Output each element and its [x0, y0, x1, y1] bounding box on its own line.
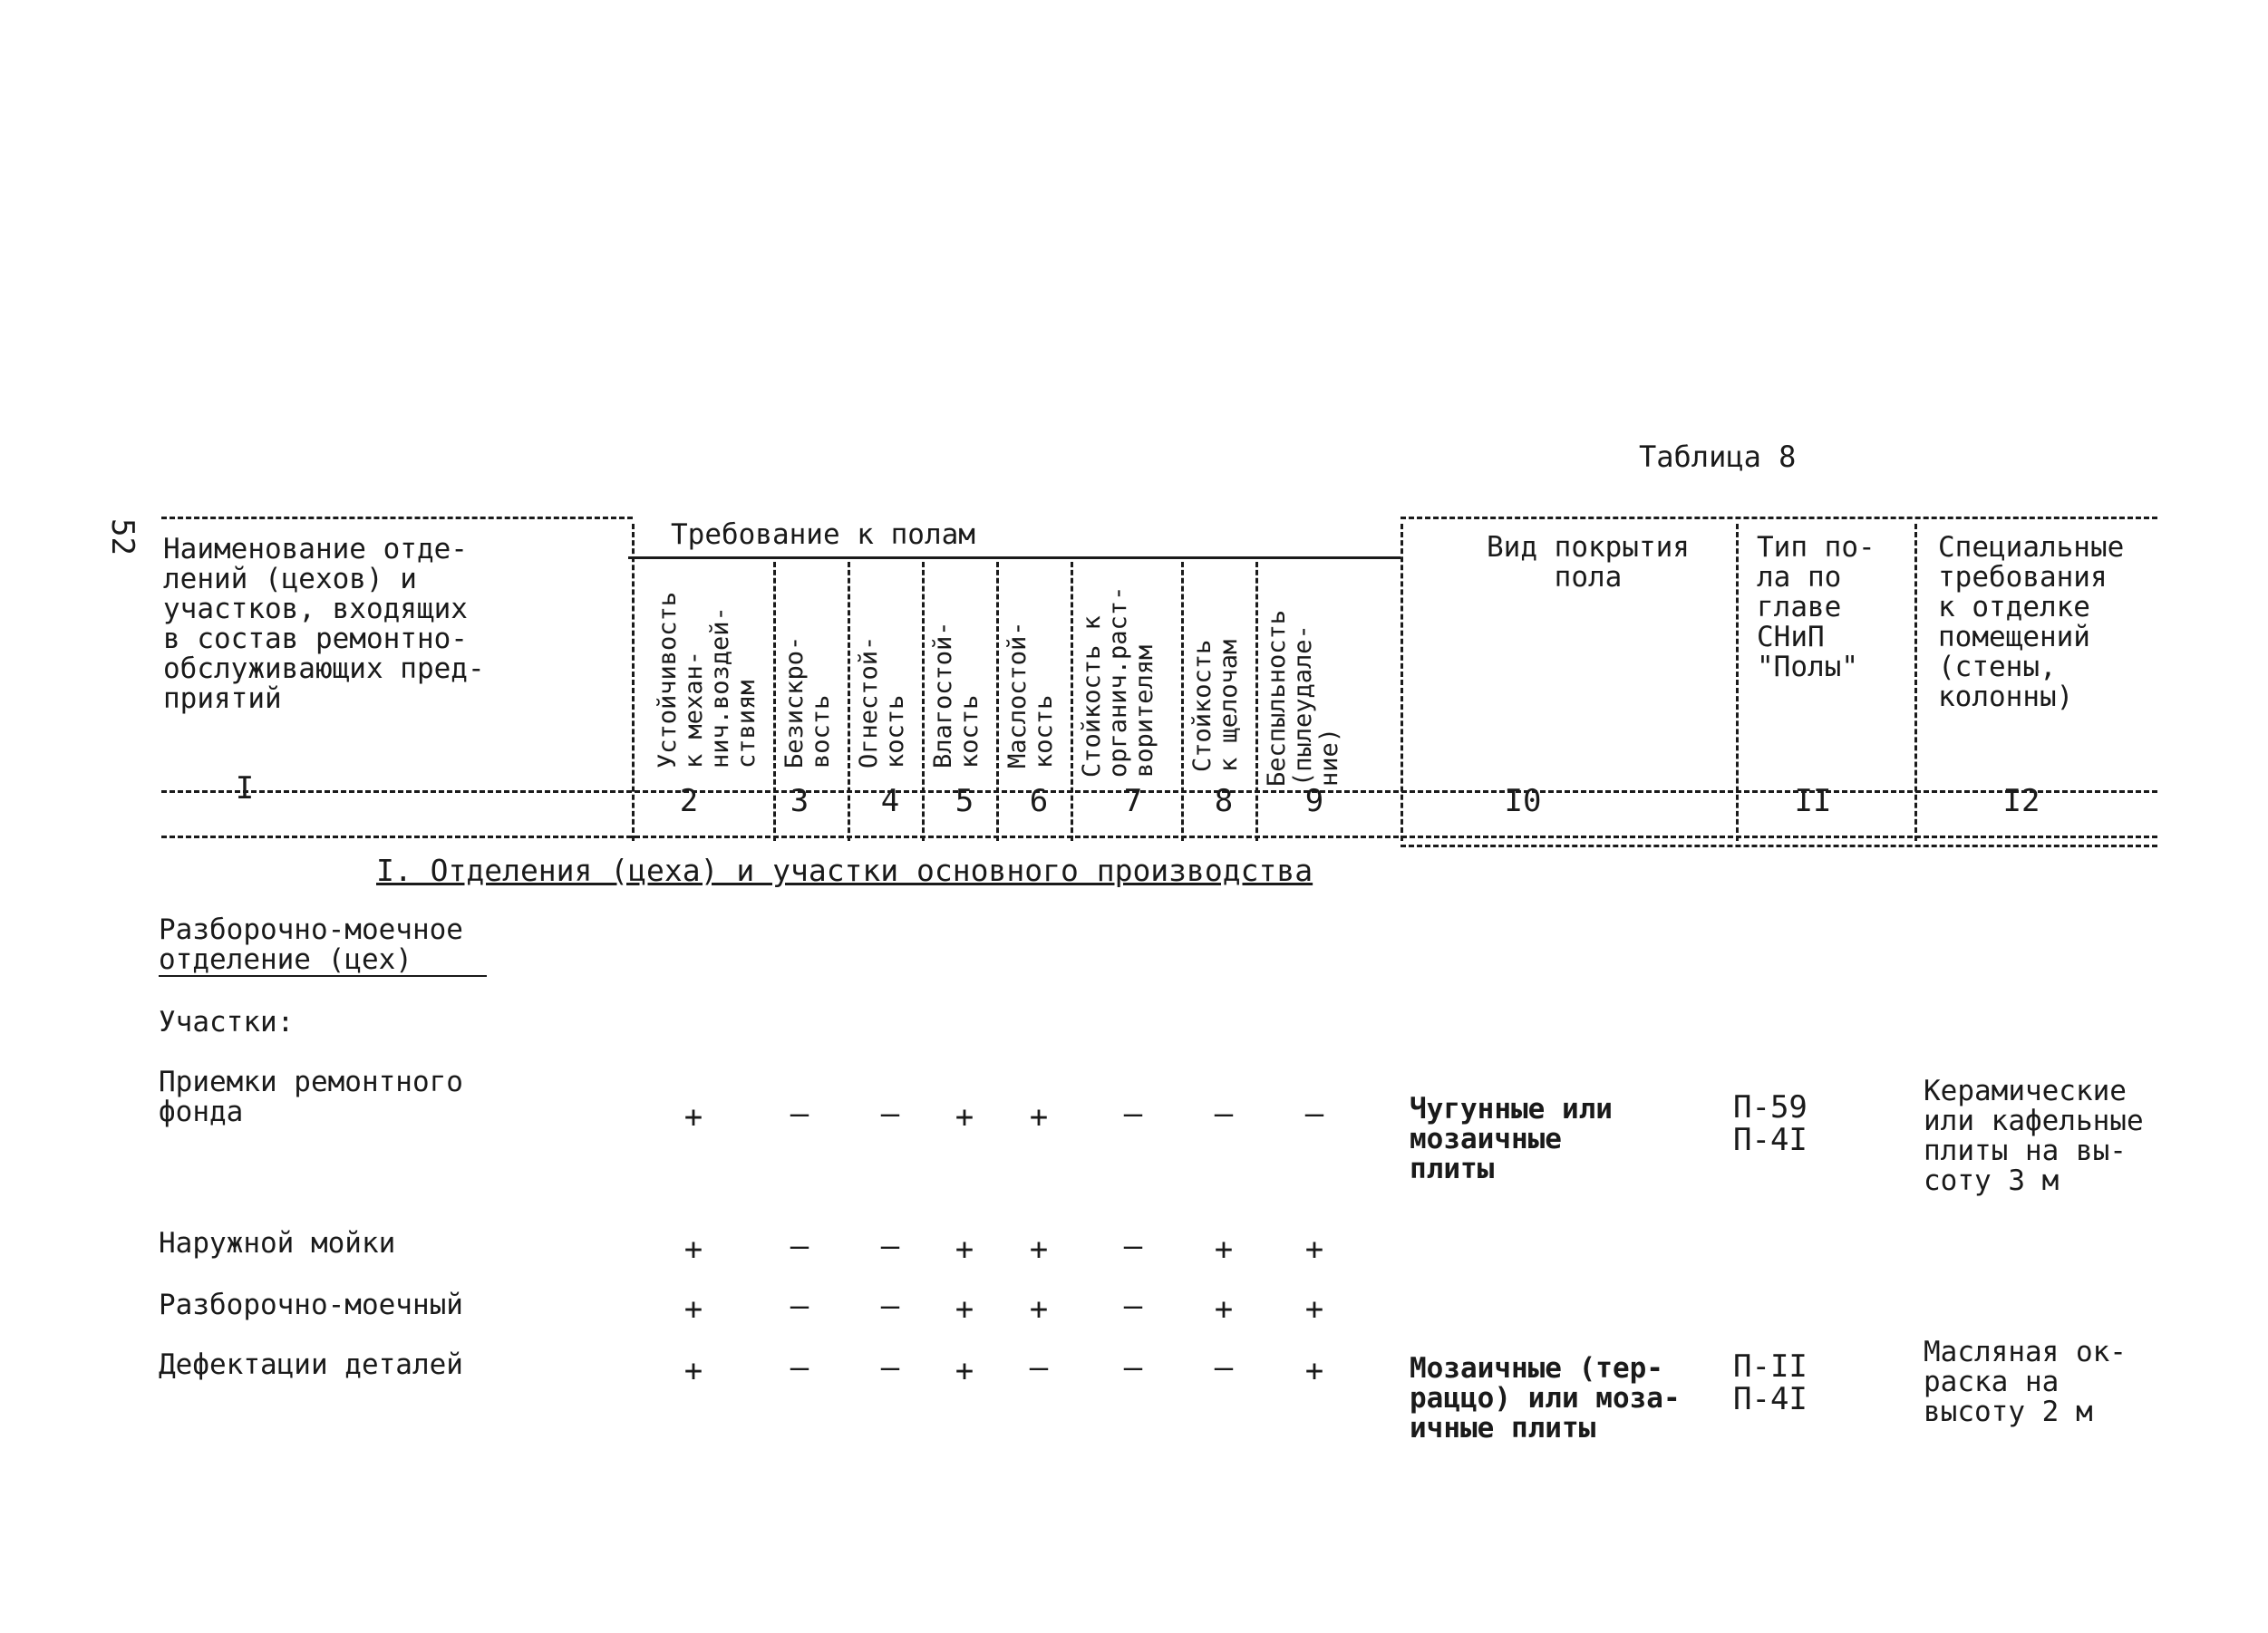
page-number: 52: [104, 518, 141, 556]
col-sep-4: [922, 562, 925, 841]
row-1-name: Приемки ремонтного фонда: [159, 1066, 463, 1128]
col-sep-10: [1736, 524, 1739, 841]
row-3-name: Разборочно-моечный: [159, 1289, 463, 1321]
header-req-col-3: Безискро- вость: [780, 635, 835, 768]
header-req-col-8: Стойкость к щелочам: [1188, 639, 1243, 772]
row-4-mark-9: +: [1304, 1353, 1324, 1389]
header-col1: Наименование отде- лений (цехов) и участков, входящих в состав ремонтно- обслуживающих пред- приятий: [163, 533, 485, 715]
row-4-coating: Мозаичные (тер- раццо) или моза- ичные плиты: [1410, 1352, 1681, 1445]
department-underline: [159, 975, 487, 977]
row-4-special: Масляная ок- раска на высоту 2 м: [1924, 1336, 2127, 1428]
row-2-mark-4: –: [880, 1228, 900, 1264]
row-1-mark-7: –: [1123, 1096, 1143, 1132]
col-number-11: II: [1794, 783, 1832, 819]
section-title: I. Отделения (цеха) и участки основного производства: [376, 853, 1313, 888]
areas-label: Участки:: [159, 1006, 295, 1039]
row-1-floor-type: П-59 П-4I: [1733, 1089, 1808, 1158]
column-number-line-top: [161, 790, 2157, 793]
row-1-mark-3: –: [790, 1096, 809, 1132]
row-4-mark-3: –: [790, 1349, 809, 1386]
row-2-mark-9: +: [1304, 1232, 1324, 1268]
col-number-12: I2: [2002, 783, 2040, 819]
col-number-7: 7: [1123, 783, 1143, 819]
header-req-col-7: Стойкость к органич.раст- ворителям: [1078, 585, 1158, 778]
row-4-floor-type: П-II П-4I: [1733, 1348, 1808, 1417]
row-1-mark-4: –: [880, 1096, 900, 1132]
row-4-mark-6: –: [1029, 1349, 1049, 1386]
row-3-mark-5: +: [955, 1291, 974, 1328]
row-3-mark-9: +: [1304, 1291, 1324, 1328]
column-number-line-bottom: [161, 836, 2157, 838]
requirements-group-underline: [628, 556, 1401, 559]
row-2-mark-7: –: [1123, 1228, 1143, 1264]
col-number-4: 4: [880, 783, 900, 819]
row-1-mark-6: +: [1029, 1099, 1049, 1135]
department-name: Разборочно-моечное отделение (цех): [159, 913, 463, 976]
col-number-3: 3: [790, 783, 809, 819]
header-top-line-right: [1401, 517, 2157, 519]
row-3-mark-4: –: [880, 1288, 900, 1324]
row-1-mark-9: –: [1304, 1096, 1324, 1132]
col-number-2: 2: [679, 783, 699, 819]
col-sep-1: [632, 524, 635, 841]
row-3-mark-7: –: [1123, 1288, 1143, 1324]
row-3-mark-8: +: [1214, 1291, 1234, 1328]
row-1-mark-8: –: [1214, 1096, 1234, 1132]
row-1-special: Керамические или кафельные плиты на вы- соту 3 м: [1924, 1075, 2144, 1197]
row-3-mark-2: +: [683, 1291, 703, 1328]
row-4-mark-5: +: [955, 1353, 974, 1389]
row-2-mark-2: +: [683, 1232, 703, 1268]
header-col10: Вид покрытия пола: [1487, 531, 1690, 594]
row-2-name: Наружной мойки: [159, 1227, 396, 1260]
row-2-mark-5: +: [955, 1232, 974, 1268]
header-req-col-6: Маслостой- кость: [1003, 621, 1058, 768]
header-req-col-5: Влагостой- кость: [929, 621, 984, 768]
row-4-mark-4: –: [880, 1349, 900, 1386]
row-1-coating: Чугунные или мозаичные плиты: [1410, 1093, 1613, 1185]
col-number-6: 6: [1029, 783, 1049, 819]
row-2-mark-8: +: [1214, 1232, 1234, 1268]
row-4-mark-2: +: [683, 1353, 703, 1389]
header-top-line: [161, 517, 633, 519]
col-sep-5: [996, 562, 999, 841]
table-title: Таблица 8: [1639, 440, 1797, 474]
header-req-col-4: Огнестой- кость: [855, 635, 909, 768]
header-col12: Специальные требования к отделке помещений (стены, колонны): [1938, 531, 2125, 713]
col-sep-11: [1914, 524, 1917, 841]
col-number-8: 8: [1214, 783, 1234, 819]
col-sep-2: [773, 562, 776, 841]
col-number-1: I: [235, 770, 255, 807]
col-sep-6: [1071, 562, 1073, 841]
row-2-mark-6: +: [1029, 1232, 1049, 1268]
row-4-mark-8: –: [1214, 1349, 1234, 1386]
row-1-mark-5: +: [955, 1099, 974, 1135]
column-number-line-bottom-2: [1401, 845, 2157, 847]
col-number-10: I0: [1504, 783, 1542, 819]
header-col11: Тип по- ла по главе СНиП "Полы": [1757, 531, 1875, 683]
row-4-mark-7: –: [1123, 1349, 1143, 1386]
row-4-name: Дефектации деталей: [159, 1348, 463, 1381]
row-3-mark-6: +: [1029, 1291, 1049, 1328]
header-req-col-9: Беспыльность (пылеудале- ние): [1263, 609, 1343, 787]
row-2-mark-3: –: [790, 1228, 809, 1264]
col-sep-8: [1255, 562, 1258, 841]
header-requirements-group: Требование к полам: [671, 518, 975, 551]
row-3-mark-3: –: [790, 1288, 809, 1324]
col-sep-3: [848, 562, 850, 841]
header-req-col-2: Устойчивость к механ- нич.воздей- ствиям: [654, 591, 761, 768]
col-sep-7: [1181, 562, 1184, 841]
col-number-5: 5: [955, 783, 974, 819]
row-1-mark-2: +: [683, 1099, 703, 1135]
col-sep-9: [1401, 524, 1403, 841]
col-number-9: 9: [1304, 783, 1324, 819]
